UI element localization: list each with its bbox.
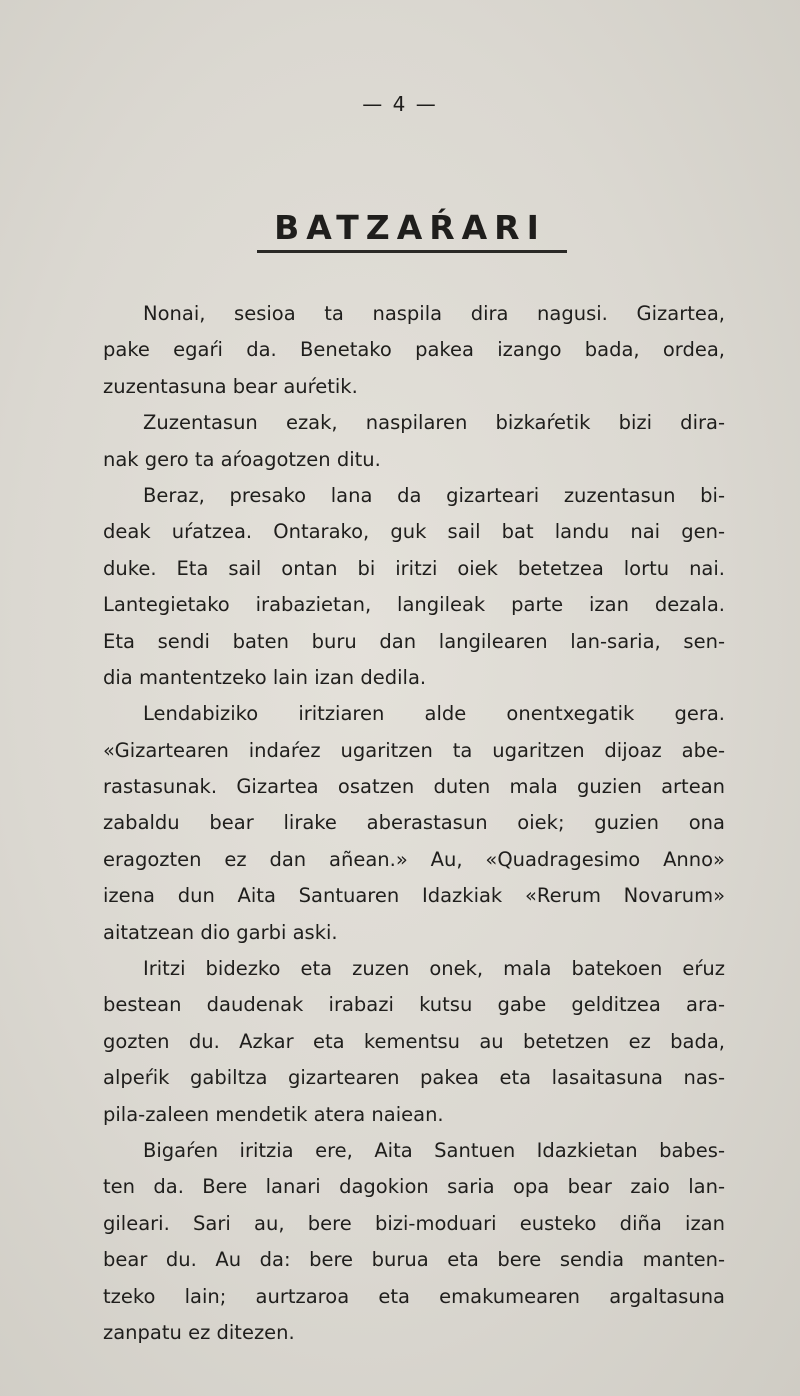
paragraph xyxy=(103,478,725,696)
text-line: rastasunak. Gizartea osatzen duten mala guzien artean xyxy=(103,775,725,799)
paragraph xyxy=(103,1133,725,1351)
text-line: pake egaŕi da. Benetako pakea izango bada, ordea, xyxy=(103,338,725,362)
paragraph xyxy=(103,951,725,1133)
text-line: zabaldu bear lirake aberastasun oiek; guzien ona xyxy=(103,811,725,835)
text-line: pila-zaleen mendetik atera naiean. xyxy=(103,1102,444,1126)
text-line: nak gero ta aŕoagotzen ditu. xyxy=(103,447,381,471)
text-line: dia mantentzeko lain izan dedila. xyxy=(103,665,427,689)
text-line: duke. Eta sail ontan bi iritzi oiek betetzea lortu nai. xyxy=(103,556,725,580)
paragraph xyxy=(103,696,725,951)
text-line: gozten du. Azkar eta kementsu au betetzen ez bada, xyxy=(103,1029,725,1053)
text-line: izena dun Aita Santuaren Idazkiak «Rerum Novarum» xyxy=(103,884,725,908)
text-line: Lendabiziko iritziaren alde onentxegatik gera. xyxy=(143,702,725,726)
text-line: aitatzean dio garbi aski. xyxy=(103,920,338,944)
text-line: tzeko lain; aurtzaroa eta emakumearen argaltasuna xyxy=(103,1284,725,1308)
text-line: alpeŕik gabiltza gizartearen pakea eta lasaitasuna nas- xyxy=(103,1066,725,1090)
body-text xyxy=(103,296,725,1351)
page-number: — 4 — xyxy=(362,92,438,116)
text-line: eragozten ez dan añean.» Au, «Quadragesimo Anno» xyxy=(103,847,725,871)
text-line: «Gizartearen indaŕez ugaritzen ta ugaritzen dijoaz abe- xyxy=(103,738,725,762)
text-line: gileari. Sari au, bere bizi-moduari eusteko diña izan xyxy=(103,1211,725,1235)
text-line: zuzentasuna bear auŕetik. xyxy=(103,374,358,398)
paragraph xyxy=(103,296,725,405)
text-line: ten da. Bere lanari dagokion saria opa bear zaio lan- xyxy=(103,1175,725,1199)
page-title: BATZAŔARI xyxy=(274,208,546,247)
paragraph xyxy=(103,405,725,478)
title-underline xyxy=(257,250,567,253)
text-line: bestean daudenak irabazi kutsu gabe gelditzea ara- xyxy=(103,993,725,1017)
text-line: Bigaŕen iritzia ere, Aita Santuen Idazkietan babes- xyxy=(143,1138,725,1162)
text-line: Iritzi bidezko eta zuzen onek, mala batekoen eŕuz xyxy=(143,957,725,981)
text-line: Zuzentasun ezak, naspilaren bizkaŕetik bizi dira- xyxy=(143,411,725,435)
text-line: zanpatu ez ditezen. xyxy=(103,1320,295,1344)
text-line: deak uŕatzea. Ontarako, guk sail bat landu nai gen- xyxy=(103,520,725,544)
text-line: Beraz, presako lana da gizarteari zuzentasun bi- xyxy=(143,483,725,507)
text-line: Eta sendi baten buru dan langilearen lan-saria, sen- xyxy=(103,629,725,653)
text-line: Lantegietako irabazietan, langileak parte izan dezala. xyxy=(103,593,725,617)
text-line: bear du. Au da: bere burua eta bere sendia manten- xyxy=(103,1248,725,1272)
text-line: Nonai, sesioa ta naspila dira nagusi. Gizartea, xyxy=(143,302,725,325)
